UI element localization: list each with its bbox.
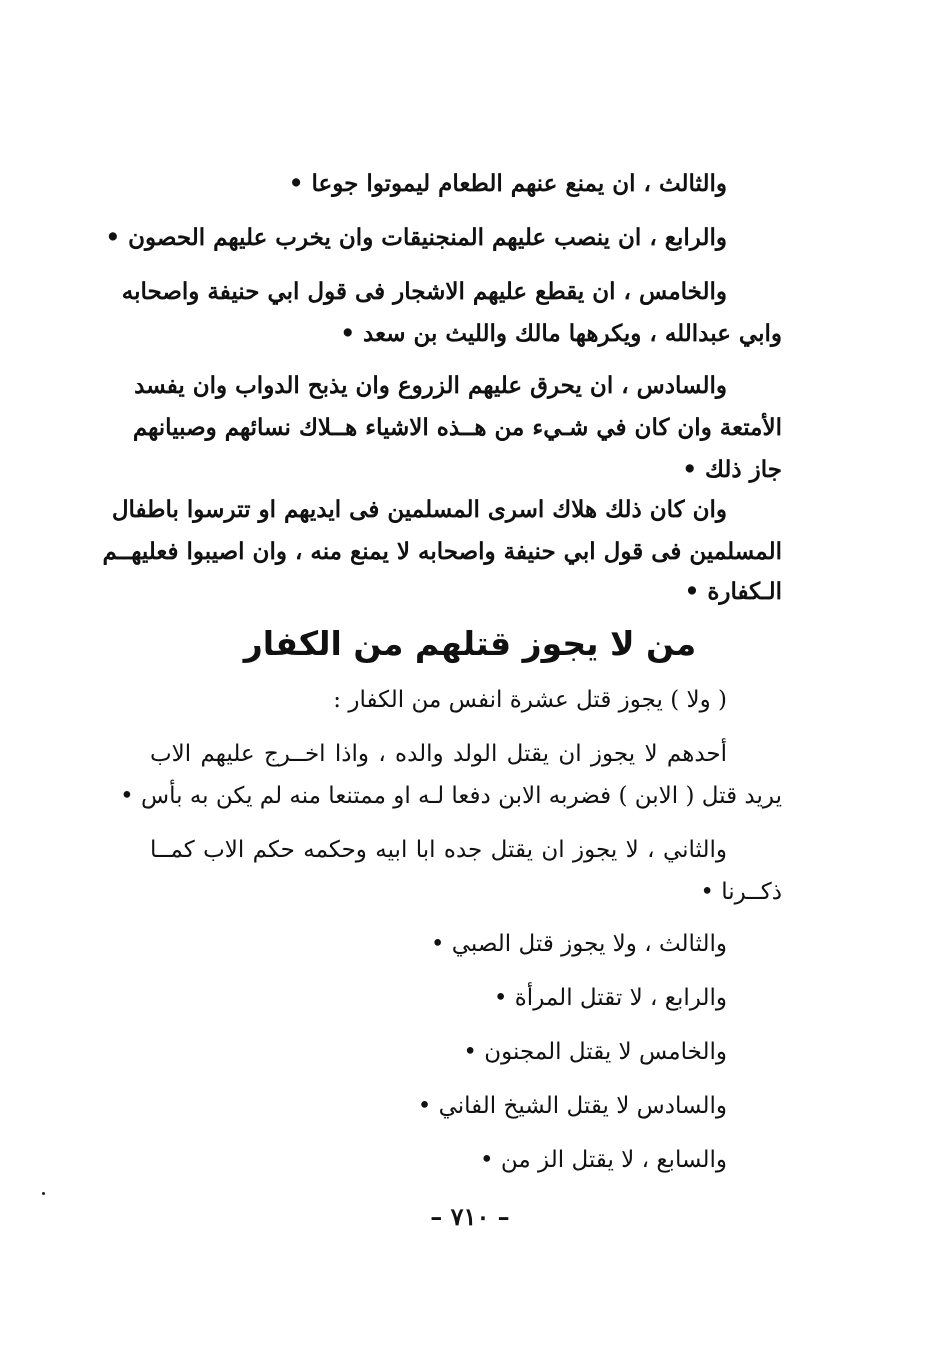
text-line-11: ( ولا ) يجوز قتل عشرة انفس من الكفار : <box>333 687 727 713</box>
text-line-7: جاز ذلك • <box>682 456 782 483</box>
text-line-8: وان كان ذلك هلاك اسرى المسلمين فى ايديهم او تترسوا باطفال <box>111 496 727 523</box>
text-line-4: وابي عبدالله ، ويكرهها مالك والليث بن سعد • <box>340 320 782 347</box>
text-line-18: والخامس لا يقتل المجنون • <box>463 1039 727 1065</box>
text-line-19: والسادس لا يقتل الشيخ الفاني • <box>417 1093 727 1119</box>
text-line-5: والسادس ، ان يحرق عليهم الزروع وان يذبح الدواب وان يفسد <box>134 372 727 399</box>
text-line-3: والخامس ، ان يقطع عليهم الاشجار فى قول ابي حنيفة واصحابه <box>121 278 727 305</box>
text-line-10: الـكفارة • <box>684 578 782 605</box>
scan-speck <box>42 1192 45 1195</box>
text-line-14: والثاني ، لا يجوز ان يقتل جده ابا ابيه وحكمه حكم الاب كمــا <box>150 837 727 863</box>
text-line-12: أحدهم لا يجوز ان يقتل الولد والده ، واذا اخــرج عليهم الاب <box>150 741 727 767</box>
section-heading: من لا يجوز قتلهم من الكفار <box>243 624 697 663</box>
text-line-17: والرابع ، لا تقتل المرأة • <box>493 985 727 1011</box>
text-line-15: ذكــرنا • <box>700 879 782 905</box>
page-number: – ٧١٠ – <box>430 1202 510 1231</box>
text-line-6: الأمتعة وان كان في شـيء من هــذه الاشياء هــلاك نسائهم وصبيانهم <box>132 414 782 441</box>
text-line-16: والثالث ، ولا يجوز قتل الصبي • <box>430 931 727 957</box>
text-line-2: والرابع ، ان ينصب عليهم المنجنيقات وان يخرب عليهم الحصون • <box>105 224 727 251</box>
text-line-1: والثالث ، ان يمنع عنهم الطعام ليموتوا جوعا • <box>288 170 727 197</box>
text-line-13: يريد قتل ( الابن ) فضربه الابن دفعا لـه او ممتنعا منه لم يكن به بأس • <box>120 783 782 809</box>
text-line-20: والسابع ، لا يقتل الز من • <box>480 1147 727 1173</box>
text-line-9: المسلمين فى قول ابي حنيفة واصحابه لا يمنع منه ، وان اصيبوا فعليهــم <box>102 538 782 565</box>
